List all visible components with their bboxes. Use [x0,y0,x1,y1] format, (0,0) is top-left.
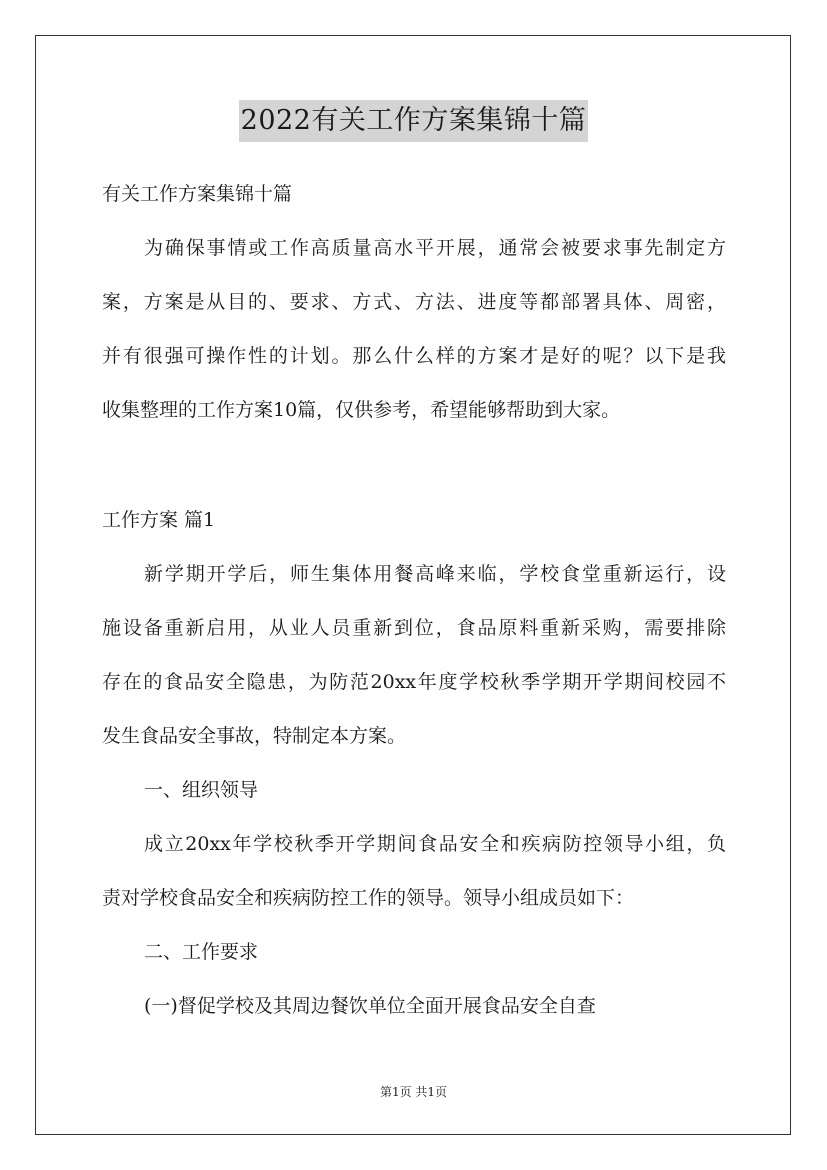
intro-line-1: 为确保事情或工作高质量高水平开展，通常会被要求事先制定方 [144,237,726,259]
heading-requirements: 二、工作要求 [144,941,259,963]
section-heading: 工作方案 篇1 [102,509,216,531]
title-container [0,100,827,142]
intro-line-4: 收集整理的工作方案10篇，仅供参考，希望能够帮助到大家。 [102,399,621,421]
document-subtitle: 有关工作方案集锦十篇 [102,183,293,205]
section-line-1: 新学期开学后，师生集体用餐高峰来临，学校食堂重新运行，设 [144,563,726,585]
page-footer: 第1页 共1页 [379,1085,448,1099]
section-line-2: 施设备重新启用，从业人员重新到位，食品原料重新采购，需要排除 [102,617,726,639]
org-line-1: 成立20xx年学校秋季开学期间食品安全和疾病防控领导小组，负 [144,833,726,855]
intro-line-3: 并有很强可操作性的计划。那么什么样的方案才是好的呢？以下是我 [102,345,726,367]
org-line-2: 责对学校食品安全和疾病防控工作的领导。领导小组成员如下： [102,887,635,909]
section-line-3: 存在的食品安全隐患，为防范20xx年度学校秋季学期开学期间校园不 [102,671,726,693]
section-line-4: 发生食品安全事故，特制定本方案。 [102,725,407,747]
document-title: 2022有关工作方案集锦十篇 [239,100,589,142]
heading-organization: 一、组织领导 [144,779,259,801]
sub-heading-1: (一)督促学校及其周边餐饮单位全面开展食品安全自查 [144,995,596,1017]
intro-line-2: 案，方案是从目的、要求、方式、方法、进度等都部署具体、周密， [102,291,726,313]
